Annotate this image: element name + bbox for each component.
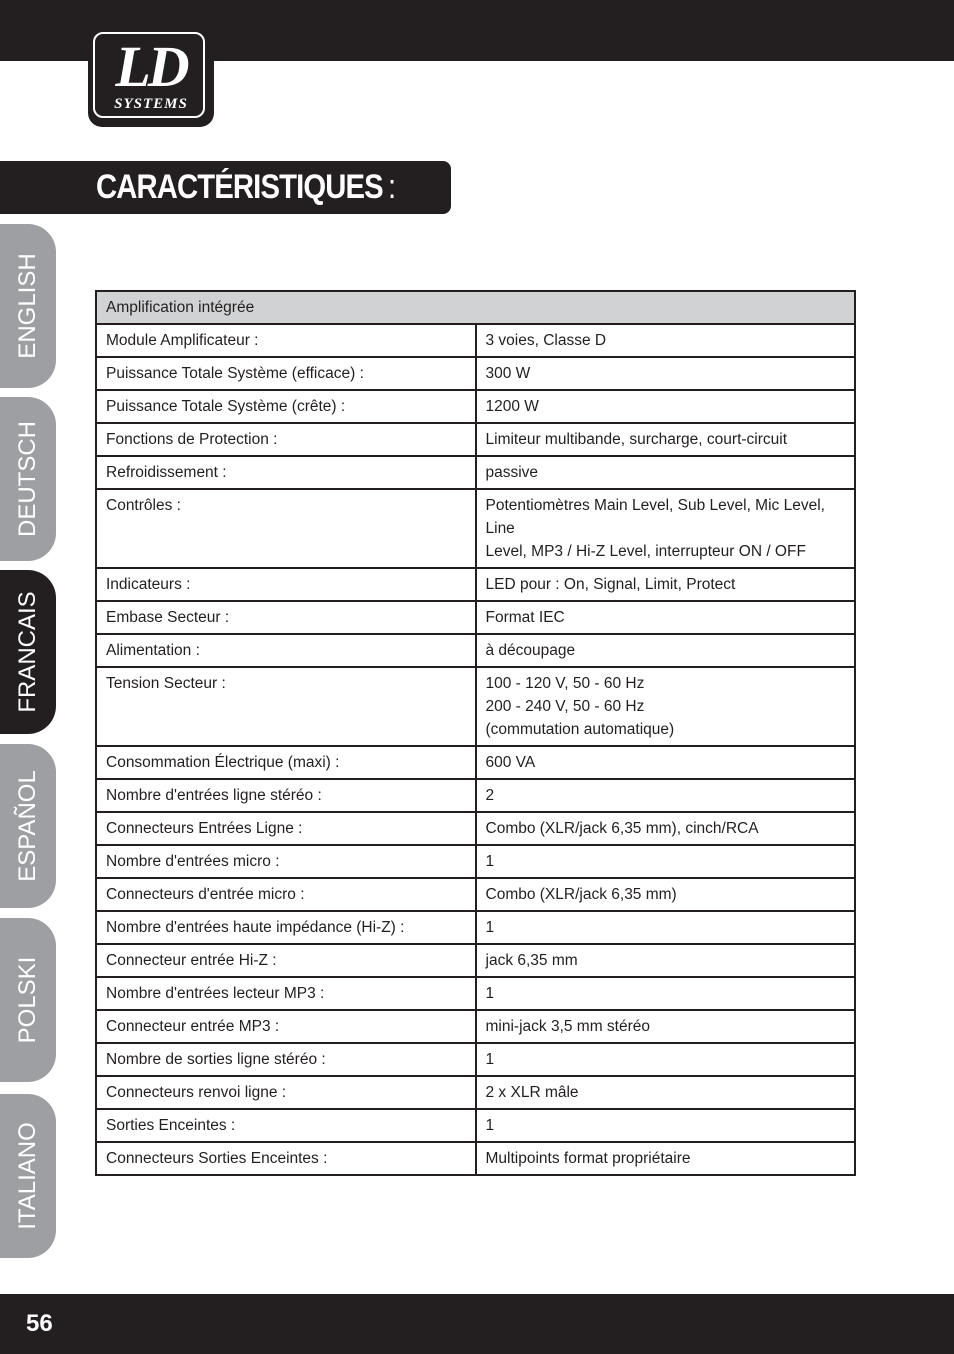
spec-label: Nombre d'entrées micro :: [96, 845, 476, 878]
spec-label: Alimentation :: [96, 634, 476, 667]
table-row: [96, 1076, 855, 1109]
spec-label: Connecteurs d'entrée micro :: [96, 878, 476, 911]
table-row: [96, 324, 855, 357]
table-row: [96, 812, 855, 845]
spec-label: Module Amplificateur :: [96, 324, 476, 357]
spec-label: Puissance Totale Système (efficace) :: [96, 357, 476, 390]
table-row: [96, 667, 855, 746]
spec-value-line: Limiteur multibande, surcharge, court-circuit: [485, 431, 788, 448]
spec-label: Indicateurs :: [96, 568, 476, 601]
spec-value-line: 1: [485, 1117, 495, 1134]
table-header-row: [96, 291, 855, 324]
logo-main-text: LD: [115, 34, 187, 99]
spec-value: [476, 977, 856, 1010]
spec-value: [476, 812, 856, 845]
page-title-colon: :: [387, 168, 396, 206]
table-row: [96, 634, 855, 667]
table-row: [96, 1010, 855, 1043]
tab-italiano[interactable]: [0, 1094, 56, 1258]
spec-value-line: 2: [485, 787, 495, 804]
spec-value: [476, 601, 856, 634]
spec-label: Nombre d'entrées lecteur MP3 :: [96, 977, 476, 1010]
spec-value-line: 1: [485, 985, 495, 1002]
table-row: [96, 489, 855, 568]
table-row: [96, 878, 855, 911]
spec-label: Tension Secteur :: [96, 667, 476, 746]
bottom-bar: [0, 1294, 954, 1354]
tab-label: POLSKI: [14, 956, 41, 1044]
table-row: [96, 390, 855, 423]
table-row: [96, 911, 855, 944]
spec-table: [95, 290, 856, 1176]
table-row: [96, 944, 855, 977]
logo-frame: [93, 32, 205, 118]
spec-value: [476, 1109, 856, 1142]
spec-label: Contrôles :: [96, 489, 476, 568]
tab-francais[interactable]: [0, 570, 56, 734]
spec-value-line: Format IEC: [485, 609, 565, 626]
page-title-text: CARACTÉRISTIQUES: [96, 168, 383, 206]
table-row: [96, 568, 855, 601]
spec-value-line: Potentiomètres Main Level, Sub Level, Mic Level, Line: [485, 497, 825, 537]
spec-value: [476, 390, 856, 423]
spec-label: Sorties Enceintes :: [96, 1109, 476, 1142]
spec-value: [476, 1010, 856, 1043]
section-title-bar: [0, 161, 451, 214]
spec-value: [476, 845, 856, 878]
spec-value: [476, 1142, 856, 1175]
spec-value: [476, 944, 856, 977]
spec-label: Connecteurs Sorties Enceintes :: [96, 1142, 476, 1175]
spec-value-line: 100 - 120 V, 50 - 60 Hz: [485, 675, 645, 692]
spec-value-line: 200 - 240 V, 50 - 60 Hz: [485, 698, 645, 715]
spec-value: [476, 568, 856, 601]
table-row: [96, 423, 855, 456]
spec-value-line: 1: [485, 1051, 495, 1068]
spec-value: [476, 324, 856, 357]
spec-value: [476, 1043, 856, 1076]
table-row: [96, 1109, 855, 1142]
spec-label: Consommation Électrique (maxi) :: [96, 746, 476, 779]
tab-español[interactable]: [0, 744, 56, 908]
spec-value: [476, 911, 856, 944]
spec-value-line: jack 6,35 mm: [485, 952, 578, 969]
page-number: 56: [26, 1310, 53, 1337]
logo-sub-text: SYSTEMS: [114, 96, 188, 112]
spec-value-line: à découpage: [485, 642, 576, 659]
table-header-cell: Amplification intégrée: [96, 291, 855, 324]
tab-label: ITALIANO: [14, 1122, 41, 1230]
page-title: [96, 161, 395, 214]
table-row: [96, 601, 855, 634]
table-row: [96, 779, 855, 812]
spec-value: [476, 456, 856, 489]
spec-value-line: Multipoints format propriétaire: [485, 1150, 691, 1167]
spec-value-line: Combo (XLR/jack 6,35 mm), cinch/RCA: [485, 820, 759, 837]
spec-label: Refroidissement :: [96, 456, 476, 489]
spec-value: [476, 489, 856, 568]
spec-value-line: passive: [485, 464, 539, 481]
ld-systems-logo: [88, 27, 214, 127]
spec-label: Nombre d'entrées haute impédance (Hi-Z) :: [96, 911, 476, 944]
spec-label: Connecteurs Entrées Ligne :: [96, 812, 476, 845]
spec-label: Puissance Totale Système (crête) :: [96, 390, 476, 423]
tab-english[interactable]: [0, 224, 56, 388]
spec-value-line: 1: [485, 853, 495, 870]
spec-value-line: 2 x XLR mâle: [485, 1084, 579, 1101]
spec-value-line: (commutation automatique): [485, 721, 675, 738]
spec-value-line: LED pour : On, Signal, Limit, Protect: [485, 576, 736, 593]
spec-value: [476, 634, 856, 667]
spec-value: [476, 779, 856, 812]
table-row: [96, 357, 855, 390]
spec-label: Connecteurs renvoi ligne :: [96, 1076, 476, 1109]
spec-value-line: 3 voies, Classe D: [485, 332, 607, 349]
table-row: [96, 1043, 855, 1076]
table-row: [96, 845, 855, 878]
spec-value: [476, 357, 856, 390]
spec-label: Nombre d'entrées ligne stéréo :: [96, 779, 476, 812]
tab-label: ESPAÑOL: [14, 770, 41, 882]
tab-label: DEUTSCH: [14, 420, 41, 538]
tab-polski[interactable]: [0, 918, 56, 1082]
spec-label: Nombre de sorties ligne stéréo :: [96, 1043, 476, 1076]
spec-value: [476, 746, 856, 779]
table-row: [96, 456, 855, 489]
table-row: [96, 1142, 855, 1175]
spec-value-line: 600 VA: [485, 754, 536, 771]
tab-deutsch[interactable]: [0, 397, 56, 561]
tab-label: FRANCAIS: [14, 591, 41, 713]
spec-value-line: 300 W: [485, 365, 531, 382]
spec-value-line: 1: [485, 919, 495, 936]
spec-value-line: mini-jack 3,5 mm stéréo: [485, 1018, 651, 1035]
spec-value-line: Level, MP3 / Hi-Z Level, interrupteur ON / OFF: [485, 543, 806, 560]
spec-value-line: 1200 W: [485, 398, 539, 415]
spec-label: Connecteur entrée MP3 :: [96, 1010, 476, 1043]
spec-label: Connecteur entrée Hi-Z :: [96, 944, 476, 977]
spec-value: [476, 667, 856, 746]
spec-label: Fonctions de Protection :: [96, 423, 476, 456]
table-row: [96, 746, 855, 779]
spec-value: [476, 423, 856, 456]
spec-value: [476, 878, 856, 911]
tab-label: ENGLISH: [14, 253, 41, 359]
spec-value: [476, 1076, 856, 1109]
spec-label: Embase Secteur :: [96, 601, 476, 634]
table-row: [96, 977, 855, 1010]
spec-value-line: Combo (XLR/jack 6,35 mm): [485, 886, 677, 903]
